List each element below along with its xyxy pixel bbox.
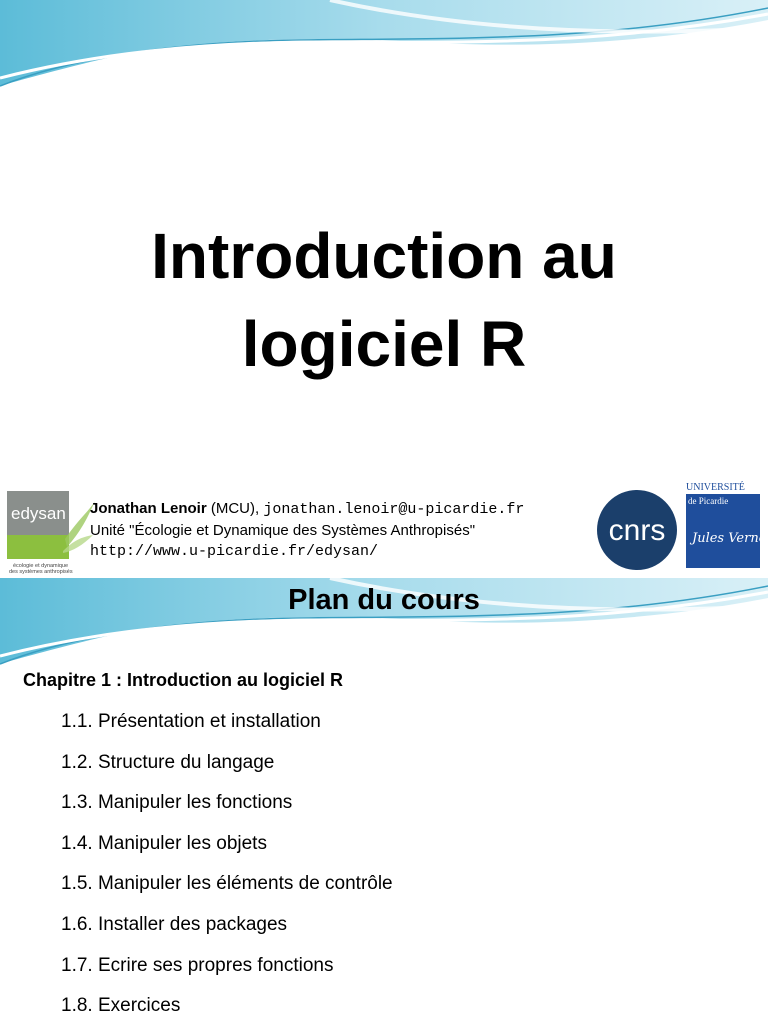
author-line bbox=[90, 498, 524, 520]
upjv-logo bbox=[684, 482, 767, 570]
upjv-signature: Jules Verne bbox=[692, 531, 767, 546]
cnrs-logo bbox=[597, 490, 677, 570]
outline-list bbox=[61, 710, 393, 1035]
outline-item: 1.5. Manipuler les éléments de contrôle bbox=[61, 873, 393, 895]
outline-item: 1.6. Installer des packages bbox=[61, 913, 288, 935]
author-email[interactable]: jonathan.lenoir@u-picardie.fr bbox=[263, 501, 525, 518]
upjv-line-1: UNIVERSITÉ bbox=[686, 482, 745, 493]
plan-slide bbox=[0, 578, 768, 1024]
author-url[interactable]: http://www.u-picardie.fr/edysan/ bbox=[90, 543, 379, 560]
title-line-1: Introduction au bbox=[151, 220, 617, 292]
plan-title: Plan du cours bbox=[288, 584, 480, 616]
slide-footer bbox=[0, 482, 768, 578]
author-block bbox=[90, 498, 524, 562]
outline-item: 1.8. Exercices bbox=[61, 995, 181, 1017]
chapter-heading: Chapitre 1 : Introduction au logiciel R bbox=[23, 670, 344, 690]
header-wave-decoration bbox=[0, 0, 768, 90]
outline-item: 1.7. Ecrire ses propres fonctions bbox=[61, 954, 334, 976]
edysan-name: edysan bbox=[11, 504, 66, 523]
author-name: Jonathan Lenoir bbox=[90, 500, 207, 517]
title-line-2: logiciel R bbox=[241, 308, 527, 380]
outline-item: 1.3. Manipuler les fonctions bbox=[61, 792, 293, 814]
outline-item: 1.1. Présentation et installation bbox=[61, 711, 321, 732]
edysan-logo bbox=[7, 491, 97, 575]
outline-item: 1.4. Manipuler les objets bbox=[61, 832, 267, 854]
cnrs-text: cnrs bbox=[608, 514, 666, 547]
slide-title bbox=[0, 212, 768, 388]
author-role: (MCU), bbox=[206, 500, 264, 517]
edysan-tagline-2: des systèmes anthropisés bbox=[9, 569, 73, 575]
upjv-line-2: de Picardie bbox=[688, 496, 729, 506]
author-unit: Unité "Écologie et Dynamique des Systèmes Anthropisés" bbox=[90, 522, 476, 539]
edysan-tagline-1: écologie et dynamique bbox=[13, 563, 69, 569]
outline-item: 1.2. Structure du langage bbox=[61, 751, 275, 773]
